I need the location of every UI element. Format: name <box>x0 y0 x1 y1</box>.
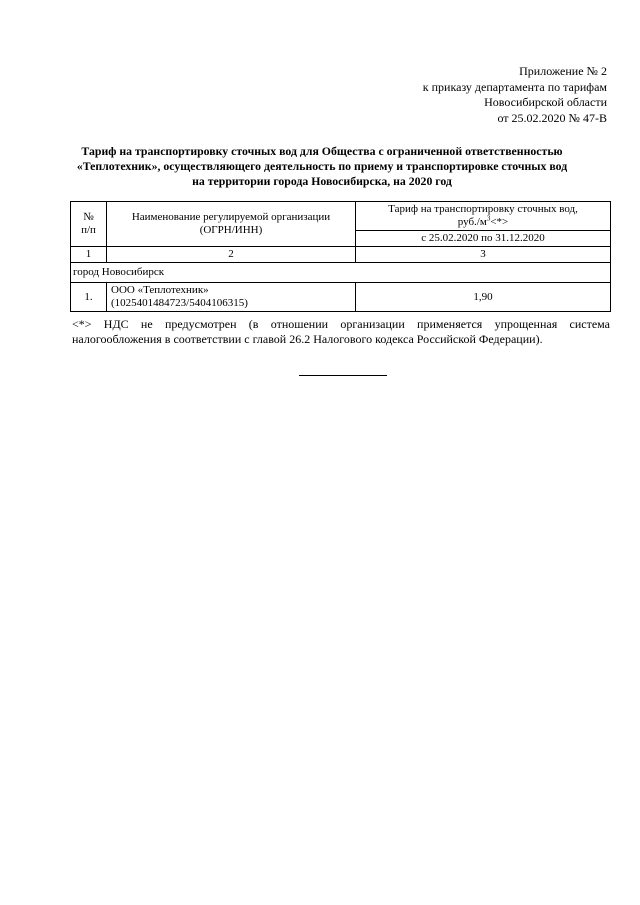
header-num-line2: п/п <box>81 224 96 236</box>
header-name <box>107 202 356 247</box>
header-num <box>71 202 107 247</box>
colnum-2: 2 <box>107 247 356 263</box>
table-city-row <box>71 263 611 283</box>
header-tariff-unit: руб./м <box>457 216 487 228</box>
header-tariff-note-ref: <*> <box>490 216 509 228</box>
row-tariff-value: 1,90 <box>356 283 611 312</box>
appendix-region: Новосибирской области <box>484 95 607 109</box>
appendix-order-ref: к приказу департамента по тарифам <box>422 79 607 94</box>
header-tariff-unit-line <box>360 216 606 229</box>
footnote: <*> НДС не предусмотрен (в отношении организации применяется упрощенная система налогообложения в соответствии с главой 26.2 Налогового кодекса Российской Федерации). <box>72 317 610 346</box>
header-tariff-unit-sup: 3 <box>486 214 491 223</box>
city-cell: город Новосибирск <box>71 263 611 283</box>
tariff-table <box>70 201 611 312</box>
appendix-block <box>423 64 607 126</box>
row-org-ids: (1025401484723/5404106315) <box>111 297 248 309</box>
colnum-3: 3 <box>356 247 611 263</box>
table-row <box>71 283 611 312</box>
header-period: с 25.02.2020 по 31.12.2020 <box>356 231 611 247</box>
table-colnum-row <box>71 247 611 263</box>
colnum-1: 1 <box>71 247 107 263</box>
header-tariff <box>356 202 611 231</box>
header-num-line1: № <box>83 211 94 223</box>
header-tariff-line1: Тариф на транспортировку сточных вод, <box>388 203 578 215</box>
appendix-date: от 25.02.2020 № 47-В <box>497 110 607 125</box>
header-name-line1: Наименование регулируемой организации <box>131 211 331 223</box>
row-org-name <box>107 283 356 312</box>
row-num: 1. <box>71 283 107 312</box>
divider-line <box>299 375 387 376</box>
header-name-line2: (ОГРН/ИНН) <box>199 224 263 236</box>
appendix-number: Приложение № 2 <box>519 64 607 78</box>
table-header-row <box>71 202 611 231</box>
document-title: Тариф на транспортировку сточных вод для Общества с ограниченной ответственностью «Теплотехник», осуществляющего деятельность по приему и транспортировке сточных вод на территории города Новосибирска, на 2020 год <box>76 144 568 188</box>
row-org-name-line1: ООО «Теплотехник» <box>111 284 209 296</box>
